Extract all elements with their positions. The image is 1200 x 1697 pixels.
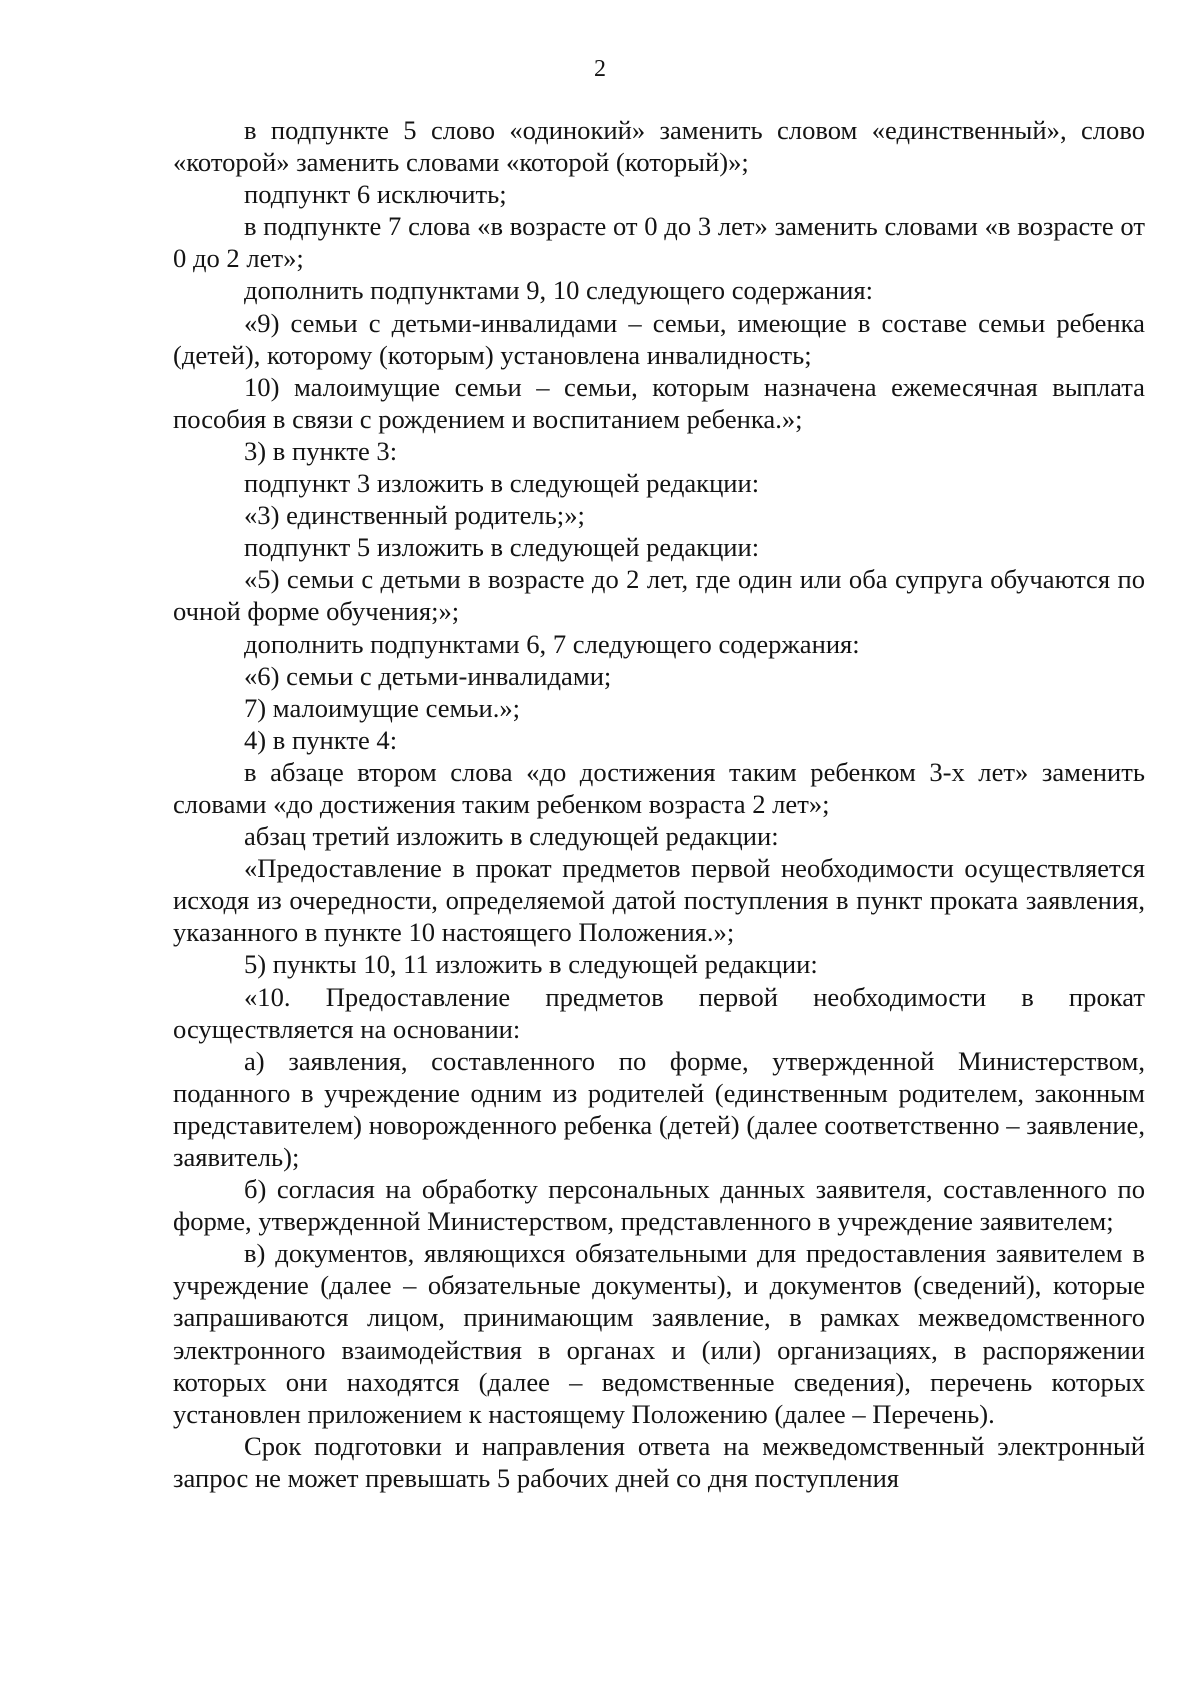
paragraph: дополнить подпунктами 9, 10 следующего содержания: xyxy=(244,275,873,306)
paragraph: в абзаце втором слова «до достижения таким ребенком 3-х лет» заменить словами «до достижения таким ребенком возраста 2 лет»; xyxy=(173,756,1145,819)
paragraph: «3) единственный родитель;»; xyxy=(244,500,585,531)
paragraph: подпункт 3 изложить в следующей редакции: xyxy=(244,468,760,499)
paragraph: в) документов, являющихся обязательными для предоставления заявителем в учреждение (далее – обязательные документы), и документов (сведений), которые запрашиваются лицом, принимающим заявление, в рамках межведомственного электронного взаимодействия в органах и (или) организациях, в распоряжении которых они находятся (далее – ведомственные сведения), перечень которых установлен приложением к настоящему Положению (далее – Перечень). xyxy=(173,1238,1145,1429)
paragraph: «9) семьи с детьми-инвалидами – семьи, имеющие в составе семьи ребенка (детей), которому (которым) установлена инвалидность; xyxy=(173,307,1145,370)
paragraph: 10) малоимущие семьи – семьи, которым назначена ежемесячная выплата пособия в связи с рождением и воспитанием ребенка.»; xyxy=(173,371,1145,434)
paragraph: б) согласия на обработку персональных данных заявителя, составленного по форме, утвержденной Министерством, представленного в учреждение заявителем; xyxy=(173,1174,1145,1237)
paragraph: в подпункте 5 слово «одинокий» заменить словом «единственный», слово «которой» заменить словами «которой (который)»; xyxy=(173,115,1145,178)
paragraph: 3) в пункте 3: xyxy=(244,435,398,466)
paragraph: «10. Предоставление предметов первой необходимости в прокат осуществляется на основании: xyxy=(173,981,1145,1044)
paragraph: абзац третий изложить в следующей редакции: xyxy=(244,821,779,852)
paragraph: подпункт 5 изложить в следующей редакции: xyxy=(244,532,760,563)
document-body xyxy=(173,114,1145,1494)
page-number: 2 xyxy=(594,56,606,82)
paragraph: 5) пункты 10, 11 изложить в следующей редакции: xyxy=(244,949,818,980)
paragraph: подпункт 6 исключить; xyxy=(244,179,507,210)
paragraph: «5) семьи с детьми в возрасте до 2 лет, где один или оба супруга обучаются по очной форме обучения;»; xyxy=(173,564,1145,627)
paragraph: в подпункте 7 слова «в возрасте от 0 до 3 лет» заменить словами «в возрасте от 0 до 2 лет»; xyxy=(173,211,1145,274)
paragraph: 4) в пункте 4: xyxy=(244,724,398,755)
paragraph: дополнить подпунктами 6, 7 следующего содержания: xyxy=(244,628,860,659)
paragraph: 7) малоимущие семьи.»; xyxy=(244,692,521,723)
paragraph: «Предоставление в прокат предметов первой необходимости осуществляется исходя из очередности, определяемой датой поступления в пункт проката заявления, указанного в пункте 10 настоящего Положения.»; xyxy=(173,853,1145,948)
paragraph: Срок подготовки и направления ответа на межведомственный электронный запрос не может превышать 5 рабочих дней со дня поступления xyxy=(173,1430,1145,1493)
paragraph: а) заявления, составленного по форме, утвержденной Министерством, поданного в учреждение одним из родителей (единственным родителем, законным представителем) новорожденного ребенка (детей) (далее соответственно – заявление, заявитель); xyxy=(173,1045,1145,1172)
paragraph: «6) семьи с детьми-инвалидами; xyxy=(244,660,612,691)
